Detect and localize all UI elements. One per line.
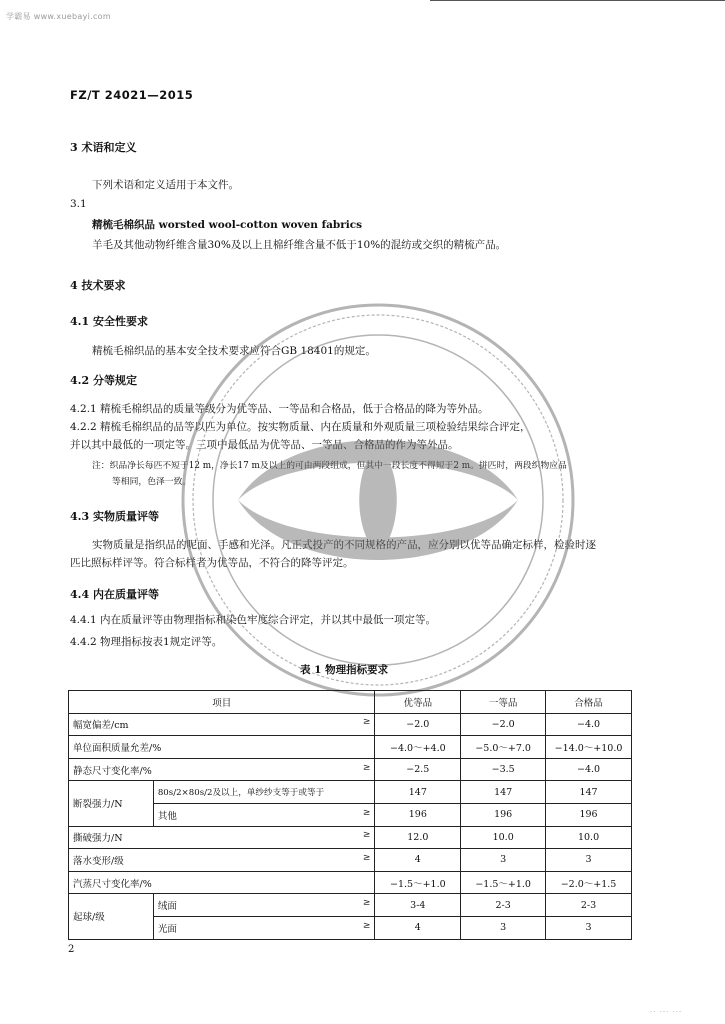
cell-value: 4: [375, 916, 461, 939]
comparison-symbol: ≥: [362, 920, 371, 931]
clause-4-1-title: 4.1 安全性要求: [70, 315, 148, 328]
row-label: 汽蒸尺寸变化率/%: [69, 871, 375, 894]
table-row: [69, 713, 632, 736]
cell-value: 3: [461, 849, 546, 872]
cell-value: 3: [546, 849, 632, 872]
table-row: [69, 758, 632, 781]
header-item: 项目: [69, 691, 375, 714]
cell-value: −4.0～+4.0: [375, 736, 461, 759]
section-3-title: 3 术语和定义: [70, 141, 137, 154]
cell-value: 3: [546, 916, 632, 939]
table-header-row: [69, 691, 632, 714]
clause-4-1-text: 精梳毛棉织品的基本安全技术要求应符合GB 18401的规定。: [92, 345, 376, 357]
certification-seal-watermark: [178, 300, 578, 700]
comparison-symbol: ≥: [362, 852, 371, 863]
cell-value: −2.0: [375, 713, 461, 736]
cell-value: −5.0～+7.0: [461, 736, 546, 759]
cell-value: 10.0: [461, 826, 546, 849]
row-label: 撕破强力/N: [73, 833, 123, 845]
clause-4-2-2-line1: 4.2.2 精梳毛棉织品的品等以匹为单位。按实物质量、内在质量和外观质量三项检验结果综合评定，: [70, 421, 531, 433]
clause-4-3-title: 4.3 实物质量评等: [70, 510, 159, 523]
note-line2: 等相同，色泽一致。: [112, 477, 192, 487]
cell-value: 3-4: [375, 894, 461, 917]
cell-value: −4.0: [546, 758, 632, 781]
table-row: [69, 849, 632, 872]
clause-4-4-title: 4.4 内在质量评等: [70, 588, 159, 601]
cell-value: 2-3: [546, 894, 632, 917]
cell-value: 196: [375, 803, 461, 826]
sub-label: 其他: [157, 810, 177, 822]
clause-4-2-1: 4.2.1 精梳毛棉织品的质量等级分为优等品、一等品和合格品，低于合格品的降为等外品。: [70, 403, 489, 415]
term-definition: 羊毛及其他动物纤维含量30%及以上且棉纤维含量不低于10%的混纺或交织的精梳产品。: [92, 239, 507, 251]
cell-value: −14.0～+10.0: [546, 736, 632, 759]
cell-value: 196: [461, 803, 546, 826]
cell-value: 147: [546, 781, 632, 804]
table-title: 表 1 物理指标要求: [300, 664, 389, 676]
cell-value: 196: [546, 803, 632, 826]
clause-4-4-2: 4.4.2 物理指标按表1规定评等。: [70, 636, 223, 648]
note-line1: 注：织品净长每匹不短于12 m，净长17 m及以上的可由两段组成，但其中一段长度不得短于2 m。拼匹时，两段织物应品: [92, 461, 567, 471]
comparison-symbol: ≥: [362, 807, 371, 818]
section-4-title: 4 技术要求: [70, 279, 126, 292]
document-code: FZ/T 24021—2015: [70, 88, 194, 102]
sub-label: 绒面: [157, 901, 177, 913]
cell-value: −2.0: [461, 713, 546, 736]
term-heading: 精梳毛棉织品 worsted wool-cotton woven fabrics: [92, 219, 363, 231]
clause-4-2-2-line2: 并以其中最低的一项定等。三项中最低品为优等品、一等品、合格品的作为等外品。: [70, 439, 459, 451]
table-row: [69, 736, 632, 759]
cell-value: −1.5～+1.0: [461, 871, 546, 894]
row-label: 幅宽偏差/cm: [73, 720, 129, 732]
table-row: [69, 803, 632, 826]
cell-value: −3.5: [461, 758, 546, 781]
clause-4-3-line2: 匹比照标样评等。符合标样者为优等品，不符合的降等评定。: [70, 557, 354, 569]
cell-value: −1.5～+1.0: [375, 871, 461, 894]
clause-3-1-number: 3.1: [70, 198, 87, 210]
section-3-intro: 下列术语和定义适用于本文件。: [92, 179, 239, 191]
cell-value: −2.0～+1.5: [546, 871, 632, 894]
comparison-symbol: ≥: [362, 717, 371, 728]
comparison-symbol: ≥: [362, 762, 371, 773]
clause-4-3-line1: 实物质量是指织品的呢面、手感和光泽。凡正式投产的不同规格的产品，应分别以优等品确定标样，检验时逐: [92, 539, 596, 551]
cell-value: 147: [461, 781, 546, 804]
header-grade-premium: 优等品: [375, 691, 461, 714]
row-label: 落水变形/级: [73, 855, 124, 867]
scan-marks: ·· ··· ···: [650, 1008, 683, 1016]
row-label: 断裂强力/N: [69, 781, 154, 826]
clause-4-4-1: 4.4.1 内在质量评等由物理指标和染色牢度综合评定，并以其中最低一项定等。: [70, 614, 437, 626]
cell-value: 4: [375, 849, 461, 872]
comparison-symbol: ≥: [362, 898, 371, 909]
header-grade-first: 一等品: [461, 691, 546, 714]
sub-label: 80s/2×80s/2及以上，单纱纱支等于或等于: [153, 781, 375, 804]
table-row: [69, 826, 632, 849]
cell-value: 10.0: [546, 826, 632, 849]
header-grade-qualified: 合格品: [546, 691, 632, 714]
cell-value: 147: [375, 781, 461, 804]
physical-index-table: [68, 690, 632, 940]
table-row: [69, 871, 632, 894]
comparison-symbol: ≥: [362, 830, 371, 841]
row-label: 静态尺寸变化率/%: [73, 765, 152, 777]
cell-value: −4.0: [546, 713, 632, 736]
cell-value: 2-3: [461, 894, 546, 917]
sub-label: 光面: [157, 923, 177, 935]
table-row: [69, 781, 632, 804]
site-watermark: 学霸易 www.xuebayi.com: [6, 12, 111, 21]
clause-4-2-title: 4.2 分等规定: [70, 374, 137, 387]
cell-value: 3: [461, 916, 546, 939]
row-label: 起球/级: [69, 894, 154, 939]
page-number: 2: [68, 944, 75, 955]
row-label: 单位面积质量允差/%: [69, 736, 375, 759]
cell-value: −2.5: [375, 758, 461, 781]
table-row: [69, 916, 632, 939]
header-rule: [430, 0, 725, 1]
cell-value: 12.0: [375, 826, 461, 849]
table-row: [69, 894, 632, 917]
